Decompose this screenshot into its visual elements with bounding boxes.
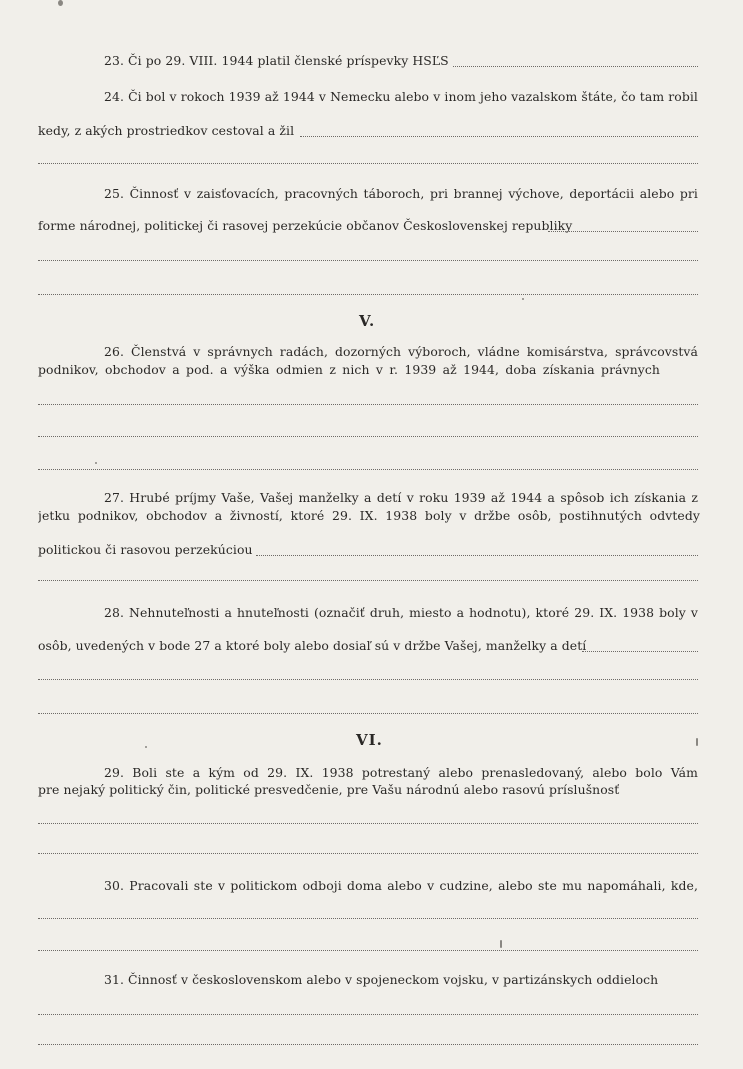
answer-line[interactable] [38,823,698,824]
answer-line[interactable] [548,231,698,232]
question-24-line-1: 24. Či bol v rokoch 1939 až 1944 v Nemecku alebo v inom jeho vazalskom štáte, čo tam robil [104,89,698,104]
question-31: 31. Činnosť v československom alebo v spojeneckom vojsku, v partizánskych oddieloch [104,972,659,987]
question-27-line-1: 27. Hrubé príjmy Vaše, Vašej manželky a detí v roku 1939 až 1944 a spôsob ich získania z [104,490,698,505]
question-26-line-2: podnikov, obchodov a pod. a výška odmien z nich v r. 1939 až 1944, doba získania právnych [38,362,660,377]
question-28-line-1: 28. Nehnuteľnosti a hnuteľnosti (označiť druh, miesto a hodnotu), ktoré 29. IX. 1938 boly v [104,605,698,620]
answer-line[interactable] [38,469,698,470]
section-heading-vi: VI. [356,731,383,749]
answer-line[interactable] [582,651,698,652]
paper-speck [522,298,524,300]
answer-line[interactable] [38,436,698,437]
answer-line[interactable] [38,580,698,581]
question-30: 30. Pracovali ste v politickom odboji doma alebo v cudzine, alebo ste mu napomáhali, kde, [104,878,698,893]
answer-line[interactable] [38,163,698,164]
paper-speck [500,940,502,948]
answer-line[interactable] [38,918,698,919]
question-24-line-2: kedy, z akých prostriedkov cestoval a žil [38,123,295,138]
paper-speck [58,0,63,6]
answer-line[interactable] [38,260,698,261]
question-25-line-2: forme národnej, politickej či rasovej perzekúcie občanov Československej republiky [38,218,573,233]
question-28-line-2: osôb, uvedených v bode 27 a ktoré boly alebo dosiaľ sú v držbe Vašej, manželky a detí [38,638,587,653]
answer-line[interactable] [256,555,698,556]
question-25-line-1: 25. Činnosť v zaisťovacích, pracovných táboroch, pri brannej výchove, deportácii alebo pri [104,186,698,201]
paper-speck [95,462,97,464]
answer-line[interactable] [38,713,698,714]
answer-line[interactable] [453,66,698,67]
question-26-line-1: 26. Členstvá v správnych radách, dozorných výboroch, vládne komisárstva, správcovstvá [104,344,698,359]
answer-line[interactable] [38,404,698,405]
paper-speck [145,746,147,748]
question-29-line-1: 29. Boli ste a kým od 29. IX. 1938 potrestaný alebo prenasledovaný, alebo bolo Vám [104,765,698,780]
answer-line[interactable] [38,294,698,295]
answer-line[interactable] [300,136,698,137]
answer-line[interactable] [38,679,698,680]
answer-line[interactable] [38,1044,698,1045]
section-heading-v: V. [359,312,376,330]
question-27-line-3: politickou či rasovou perzekúciou [38,542,253,557]
question-27-line-2: jetku podnikov, obchodov a živností, ktoré 29. IX. 1938 boly v držbe osôb, postihnutých odvtedy [38,508,700,523]
paper-speck [696,738,698,746]
answer-line[interactable] [38,950,698,951]
answer-line[interactable] [38,1014,698,1015]
question-29-line-2: pre nejaký politický čin, politické presvedčenie, pre Vašu národnú alebo rasovú príslušnosť [38,782,620,797]
answer-line[interactable] [38,853,698,854]
question-23: 23. Či po 29. VIII. 1944 platil členské príspevky HSĽS [104,53,449,68]
